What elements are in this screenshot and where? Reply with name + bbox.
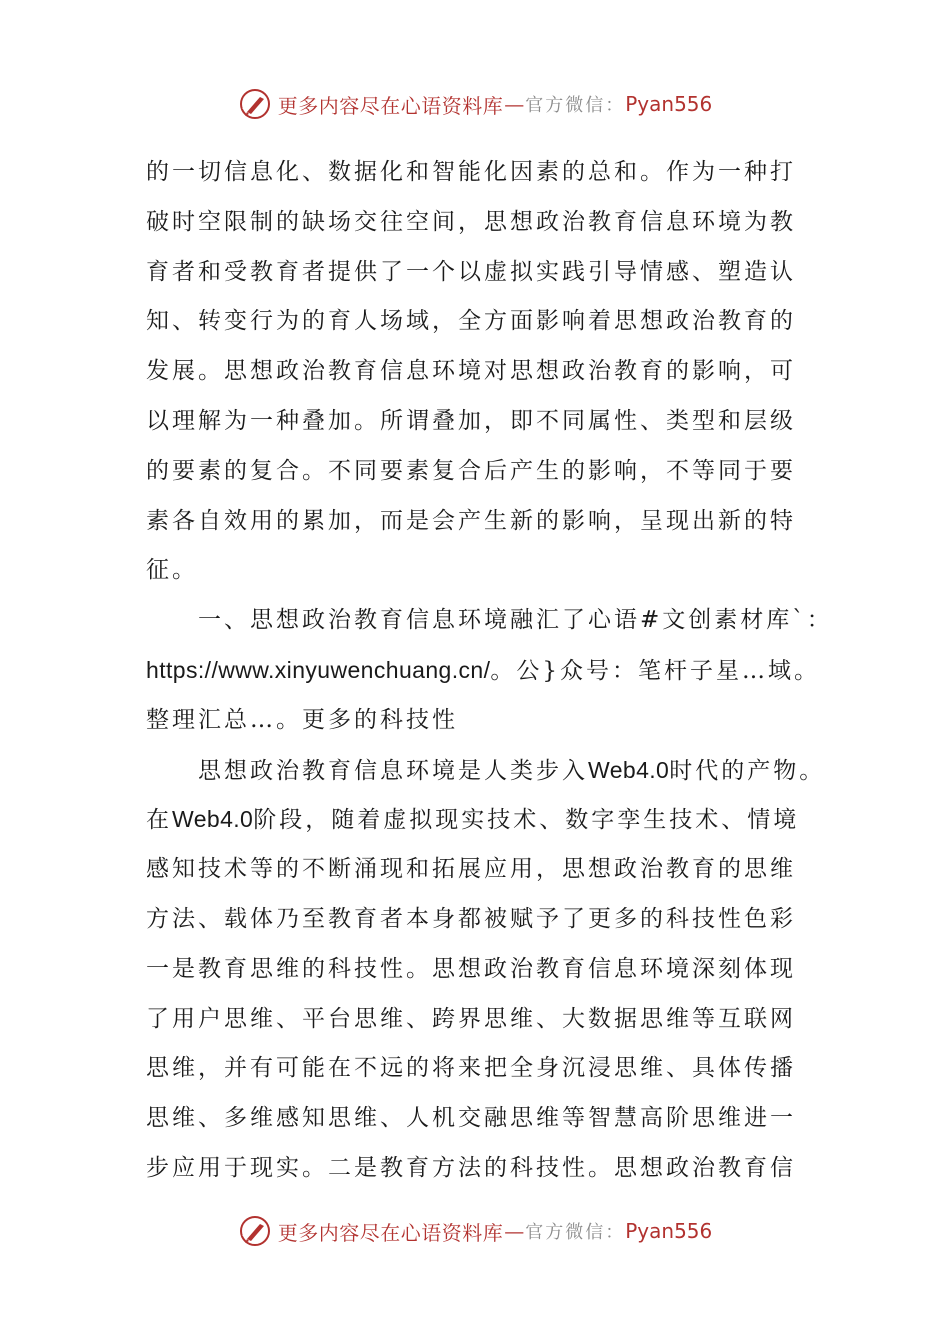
text-line-16: 方法、载体乃至教育者本身都被赋予了更多的科技性色彩 (146, 905, 796, 932)
text-line-3: 育者和受教育者提供了一个以虚拟实践引导情感、塑造认 (146, 258, 796, 285)
banner-wechat-id: Pyan556 (625, 92, 713, 116)
pen-nib-logo-icon (238, 87, 272, 121)
text-line-7: 的要素的复合。不同要素复合后产生的影响，不等同于要 (146, 457, 796, 484)
banner-contact-label: 官方微信： (525, 95, 626, 116)
text-line-6: 以理解为一种叠加。所谓叠加，即不同属性、类型和层级 (146, 407, 796, 434)
text-line-2: 破时空限制的缺场交往空间，思想政治教育信息环境为教 (146, 208, 796, 235)
footer-banner (0, 1211, 950, 1251)
banner-dash: — (504, 1219, 525, 1243)
text-line-18: 了用户思维、平台思维、跨界思维、大数据思维等互联网 (146, 1005, 796, 1032)
pen-nib-logo-icon (238, 1214, 272, 1248)
text-line-4: 知、转变行为的育人场域，全方面影响着思想政治教育的 (146, 308, 796, 335)
text-line-15: 感知技术等的不断涌现和拓展应用，思想政治教育的思维 (146, 856, 796, 883)
banner-brand: 更多内容尽在心语资料库 (277, 1220, 504, 1245)
banner-brand: 更多内容尽在心语资料库 (277, 93, 504, 118)
banner-wechat-id: Pyan556 (625, 1219, 713, 1243)
text-line-8: 素各自效用的累加，而是会产生新的影响，呈现出新的特 (146, 507, 796, 534)
text-line-5: 发展。思想政治教育信息环境对思想政治教育的影响，可 (146, 358, 796, 385)
text-line-1: 的一切信息化、数据化和智能化因素的总和。作为一种打 (146, 159, 796, 185)
paragraph-start-line: 思想政治教育信息环境是人类步入Web4.0时代的产物。 (198, 756, 826, 784)
text-line-21: 步应用于现实。二是教育方法的科技性。思想政治教育信 (146, 1154, 796, 1181)
section-heading-line: 一、思想政治教育信息环境融汇了心语#文创素材库`： (198, 607, 833, 634)
text-line-12: 整理汇总…。更多的科技性 (146, 706, 458, 733)
text-line-17: 一是教育思维的科技性。思想政治教育信息环境深刻体现 (146, 955, 796, 982)
url-link[interactable]: https://www.xinyuwenchuang.cn/ (146, 656, 491, 683)
banner-dash: — (504, 92, 525, 116)
text-line-14: 在Web4.0阶段，随着虚拟现实技术、数字孪生技术、情境 (146, 806, 800, 834)
document-body (146, 148, 833, 1194)
text-line-url: https://www.xinyuwenchuang.cn/。公}众号：笔杆子星…域。 (146, 656, 821, 684)
text-line-9: 征。 (146, 557, 198, 584)
text-line-20: 思维、多维感知思维、人机交融思维等智慧高阶思维进一 (146, 1105, 796, 1132)
header-banner (0, 84, 950, 124)
text-line-19: 思维，并有可能在不远的将来把全身沉浸思维、具体传播 (146, 1055, 796, 1082)
banner-contact-label: 官方微信： (525, 1222, 626, 1243)
